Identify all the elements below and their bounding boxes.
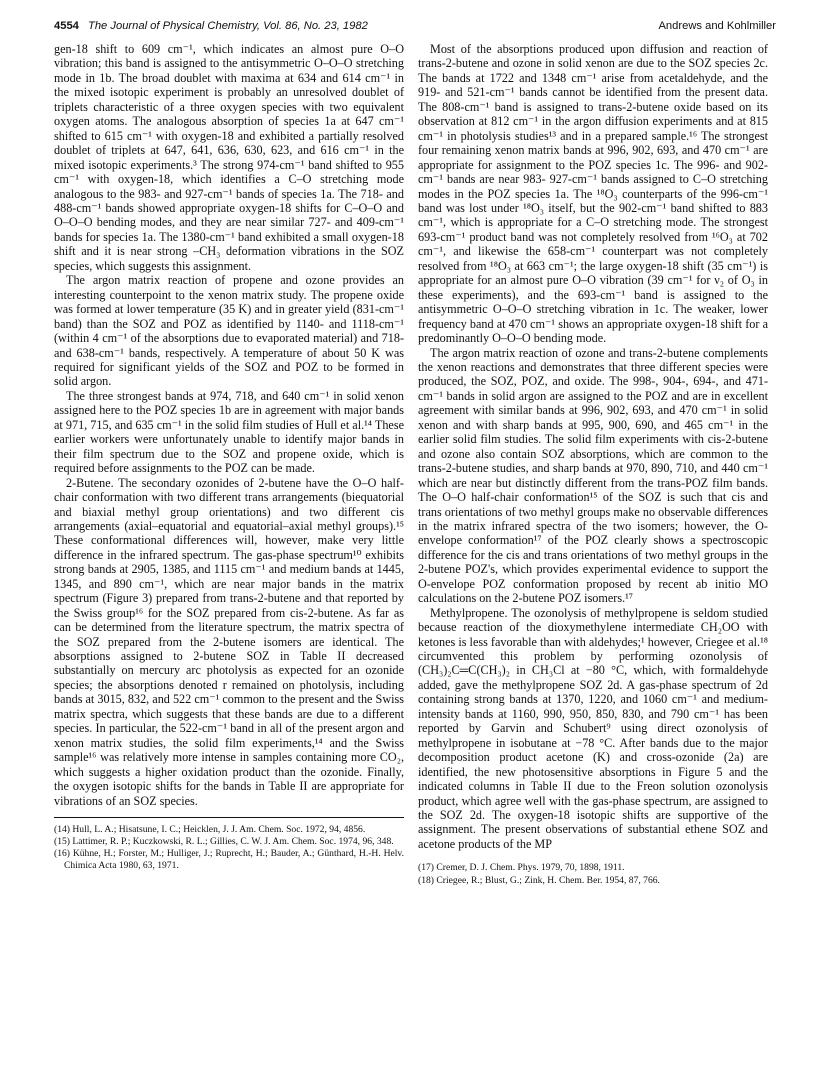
- footnote-16: (16) Kühne, H.; Forster, M.; Hulliger, J.; Ruprecht, H.; Bauder, A.; Günthard, H.-H. Helv. Chimica Acta 1980, 63, 1971.: [54, 848, 404, 871]
- header-left: [54, 20, 368, 32]
- left-paragraph-1: gen-18 shift to 609 cm⁻¹, which indicates an almost pure O–O vibration; this band is assigned to the antisymmetric O–O–O stretching mode in 1b. The broad doublet with maxima at 634 and 614 cm⁻¹ in the mixed isotopic experiment is probably an unresolved doublet of triplets characteristic of a three oxygen species with two equivalent oxygen atoms. The analogous absorption of species 1a at 647 cm⁻¹ shifted to 615 cm⁻¹ with oxygen-18 and exhibited a partially resolved doublet of triplets at 647, 641, 636, 630, 623, and 616 cm⁻¹ in the mixed isotopic experiments.³ The strong 974-cm⁻¹ band shifted to 955 cm⁻¹ with oxygen-18, which identifies a C–O stretching mode analogous to the 983- and 927-cm⁻¹ bands of species 1a. The 718- and 488-cm⁻¹ bands showed appropriate oxygen-18 shifts for C–O–O and O–O–O bending modes, and they are near similar 727- and 409-cm⁻¹ bands for species 1a. The 1380-cm⁻¹ band exhibited a small oxygen-18 shift and it is near strong –CH₃ deformation vibrations in the SOZ species, which suggests this assignment.: [54, 42, 404, 273]
- running-header: [54, 20, 776, 36]
- journal-citation: The Journal of Physical Chemistry, Vol. 86, No. 23, 1982: [88, 20, 368, 32]
- left-column: [54, 42, 404, 871]
- footnote-17: (17) Cremer, D. J. Chem. Phys. 1979, 70, 1898, 1911.: [418, 862, 625, 874]
- left-paragraph-2: The argon matrix reaction of propene and ozone provides an interesting counterpoint to the xenon matrix study. The propene oxide was formed at lower temperature (35 K) and in greater yield (831-cm⁻¹ band) than the SOZ and POZ as identified by 1140- and 1118-cm⁻¹ (within 4 cm⁻¹ of the absorptions due to evaporated material) and 718- and 638-cm⁻¹ bands, respectively. A temperature of about 50 K was required for significant yields of the SOZ and POZ to be formed in solid argon.: [54, 273, 404, 389]
- right-footnotes: [418, 862, 768, 885]
- right-paragraph-3: Methylpropene. The ozonolysis of methylpropene is seldom studied because reaction of the dioxymethylene intermediate CH₂OO with ketones is less favorable than with aldehydes;¹ however, Criegee et al.¹⁸ circumvented this problem by performing ozonolysis of (CH₃)₂C═C(CH₃)₂ in CH₃Cl at −80 °C, which, with formaldehyde added, gave the methylpropene SOZ 2d. A gas-phase spectrum of 2d containing strong bands at 1370, 1220, and 1060 cm⁻¹ and medium-intensity bands at 1160, 990, 950, 850, 830, and 790 cm⁻¹ has been reported by Garvin and Schubert⁹ using direct ozonolysis of methylpropene in isobutane at −78 °C. After bands due to the major decomposition product acetone (K) and cross-ozonide (2a) are identified, the new photosensitive absorptions in Figure 5 and the indicated columns in Table II due to the Freon solution ozonolysis product, which agree well with the gas-phase spectrum, are assigned to the SOZ 2d. The oxygen-18 isotopic shifts are supportive of the assignment. The present observations of substantial ethene SOZ and acetone products of the MP: [418, 605, 768, 851]
- footnote-15: (15) Lattimer, R. P.; Kuczkowski, R. L.; Gillies, C. W. J. Am. Chem. Soc. 1974, 96, 348.: [54, 836, 394, 848]
- page-number: 4554: [54, 20, 79, 32]
- left-paragraph-4: 2-Butene. The secondary ozonides of 2-butene have the O–O half-chair conformation with two different trans arrangements (biequatorial and biaxial methyl group orientations) and two different cis arrangements (axial–equatorial and equatorial–axial methyl groups).¹⁵ These conformational differences will, however, make very little difference in the infrared spectrum. The gas-phase spectrum¹⁰ exhibits strong bands at 2905, 1385, and 1115 cm⁻¹ and medium bands at 1445, 1345, and 890 cm⁻¹, which are near major bands in the matrix spectrum (Figure 3) prepared from trans-2-butene and that reported by the Swiss group¹⁶ for the SOZ prepared from cis-2-butene. As far as can be determined from the literature spectrum, the matrix spectra of the SOZ prepared from the 2-butene isomers are identical. The absorptions assigned to 2-butene SOZ in Table II decreased substantially on mercury arc photolysis as expected for an ozonide species; the absorptions denoted r remained on photolysis, including bands at 3015, 832, and 522 cm⁻¹ common to the present and the Swiss matrix spectra, which suggests that these bands are due to a different species. In particular, the 522-cm⁻¹ band in all of the present argon and xenon matrix studies, the solid film experiments,¹⁴ and the Swiss sample¹⁶ was relatively more intense in samples containing more CO₂, which suggests a higher oxidation product than the ozonide. Finally, the oxygen isotopic shifts for the bands in Table II are appropriate for vibrations of an SOZ species.: [54, 475, 404, 808]
- right-column: [418, 42, 768, 886]
- footnote-18: (18) Criegee, R.; Blust, G.; Zink, H. Chem. Ber. 1954, 87, 766.: [418, 874, 660, 886]
- right-paragraph-1: Most of the absorptions produced upon diffusion and reaction of trans-2-butene and ozone in solid xenon are due to the SOZ species 2c. The bands at 1722 and 1348 cm⁻¹ arise from acetaldehyde, and the 919- and 521-cm⁻¹ bands cannot be identified from the present data. The 808-cm⁻¹ band is assigned to trans-2-butene oxide based on its observation at 812 cm⁻¹ in the argon diffusion experiments and at 815 cm⁻¹ in photolysis studies¹³ and in a prepared sample.¹⁶ The strongest four remaining xenon matrix bands at 996, 902, 693, and 470 cm⁻¹ are appropriate for assignment to the POZ species 1c. The 996- and 902-cm⁻¹ bands are near 983- 927-cm⁻¹ bands assigned to C–O stretching modes in the POZ species 1a. The ¹⁸O₃ counterparts of the 996-cm⁻¹ band was lost under ¹⁸O₃ itself, but the 902-cm⁻¹ band shifted to 883 cm⁻¹, which is appropriate for a C–O stretching mode. The strongest 693-cm⁻¹ product band was not completely resolved from ¹⁶O₃ at 702 cm⁻¹, and likewise the 658-cm⁻¹ counterpart was not completely resolved from ¹⁸O₃ at 663 cm⁻¹; the large oxygen-18 shift (35 cm⁻¹) is appropriate for an almost pure O–O vibration (39 cm⁻¹ for ν₂ of O₃ in these experiments), and the 693-cm⁻¹ band is assigned to the antisymmetric O–O–O stretching vibration in 1c. The weaker, lower frequency band at 470 cm⁻¹ shows an appropriate oxygen-18 shift for a predominantly O–O–O bending mode.: [418, 42, 768, 346]
- footnote-divider: [54, 817, 404, 818]
- footnote-14: (14) Hull, L. A.; Hisatsune, I. C.; Heicklen, J. J. Am. Chem. Soc. 1972, 94, 4856.: [54, 824, 366, 836]
- right-paragraph-2: The argon matrix reaction of ozone and trans-2-butene complements the xenon reactions and demonstrates that three different species were produced, the SOZ, POZ, and oxide. The 998-, 904-, 694-, and 471-cm⁻¹ bands in solid argon are assigned to the POZ and are in excellent agreement with similar bands at 996, 902, 693, and 470 cm⁻¹ in solid xenon and with sharp bands at 995, 900, 690, and 465 cm⁻¹ in the earlier solid film studies. The solid film experiments with cis-2-butene and ozone also contain SOZ absorptions, which are common to the trans-2-butene studies, and sharp bands at 970, 890, 710, and 440 cm⁻¹ which are near but distinctly different from the trans-POZ film bands. The O–O half-chair conformation¹⁵ of the SOZ is such that cis and trans orientations of two methyl groups make no observable differences in the matrix infrared spectra of the two isomers; however, the O-envelope conformation¹⁷ of the POZ clearly shows a spectroscopic difference for the cis and trans orientations of two methyl groups in the 2-butene POZ's, which provides experimental evidence to support the O-envelope POZ conformation proposed by recent ab initio MO calculations on the 2-butene POZ isomers.¹⁷: [418, 345, 768, 606]
- left-paragraph-3: The three strongest bands at 974, 718, and 640 cm⁻¹ in solid xenon assigned here to the POZ species 1b are in agreement with major bands at 971, 715, and 635 cm⁻¹ in the solid film studies of Hull et al.¹⁴ These earlier workers were unfortunately unable to identify major bands in their film spectrum due to the SOZ and propene oxide, which is required before assignments to the POZ can be made.: [54, 388, 404, 476]
- header-authors: Andrews and Kohlmiller: [658, 20, 776, 32]
